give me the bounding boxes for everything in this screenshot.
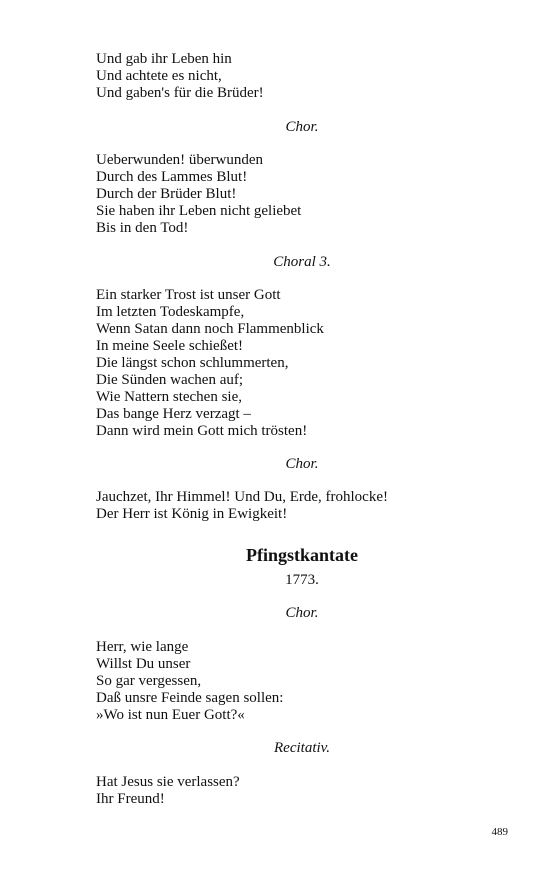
verse-line: Willst Du unser <box>96 656 191 672</box>
section-heading-chor: Chor. <box>285 119 319 135</box>
verse-line: Die längst schon schlummerten, <box>96 355 289 371</box>
verse-line: Im letzten Todeskampfe, <box>96 304 245 320</box>
section-heading-choral: Choral 3. <box>273 254 331 270</box>
verse-line: Hat Jesus sie verlassen? <box>96 774 240 790</box>
page-number: 489 <box>491 826 508 838</box>
verse-line: »Wo ist nun Euer Gott?« <box>96 707 245 723</box>
verse-line: Herr, wie lange <box>96 639 189 655</box>
verse-line: Und achtete es nicht, <box>96 68 222 84</box>
section-year: 1773. <box>285 572 319 588</box>
section-heading-chor: Chor. <box>285 605 319 621</box>
verse-line: Dann wird mein Gott mich trösten! <box>96 423 308 439</box>
verse-line: Bis in den Tod! <box>96 220 189 236</box>
verse-line: Wenn Satan dann noch Flammenblick <box>96 321 324 337</box>
verse-line: In meine Seele schießet! <box>96 338 244 354</box>
section-heading-recitativ: Recitativ. <box>274 740 330 756</box>
verse-line: Daß unsre Feinde sagen sollen: <box>96 690 284 706</box>
verse-line: Und gab ihr Leben hin <box>96 51 232 67</box>
verse-line: Die Sünden wachen auf; <box>96 372 244 388</box>
verse-line: Und gaben's für die Brüder! <box>96 85 264 101</box>
verse-line: Der Herr ist König in Ewigkeit! <box>96 506 288 522</box>
verse-line: Wie Nattern stechen sie, <box>96 389 243 405</box>
verse-line: Das bange Herz verzagt – <box>96 406 251 422</box>
section-heading-chor: Chor. <box>285 456 319 472</box>
verse-line: Durch der Brüder Blut! <box>96 186 237 202</box>
verse-line: Ein starker Trost ist unser Gott <box>96 287 281 303</box>
verse-line: Durch des Lammes Blut! <box>96 169 248 185</box>
verse-line: So gar vergessen, <box>96 673 202 689</box>
verse-line: Ihr Freund! <box>96 791 165 807</box>
verse-line: Sie haben ihr Leben nicht geliebet <box>96 203 302 219</box>
verse-line: Ueberwunden! überwunden <box>96 152 264 168</box>
verse-line: Jauchzet, Ihr Himmel! Und Du, Erde, frohlocke! <box>96 489 388 505</box>
section-title: Pfingstkantate <box>246 545 358 565</box>
